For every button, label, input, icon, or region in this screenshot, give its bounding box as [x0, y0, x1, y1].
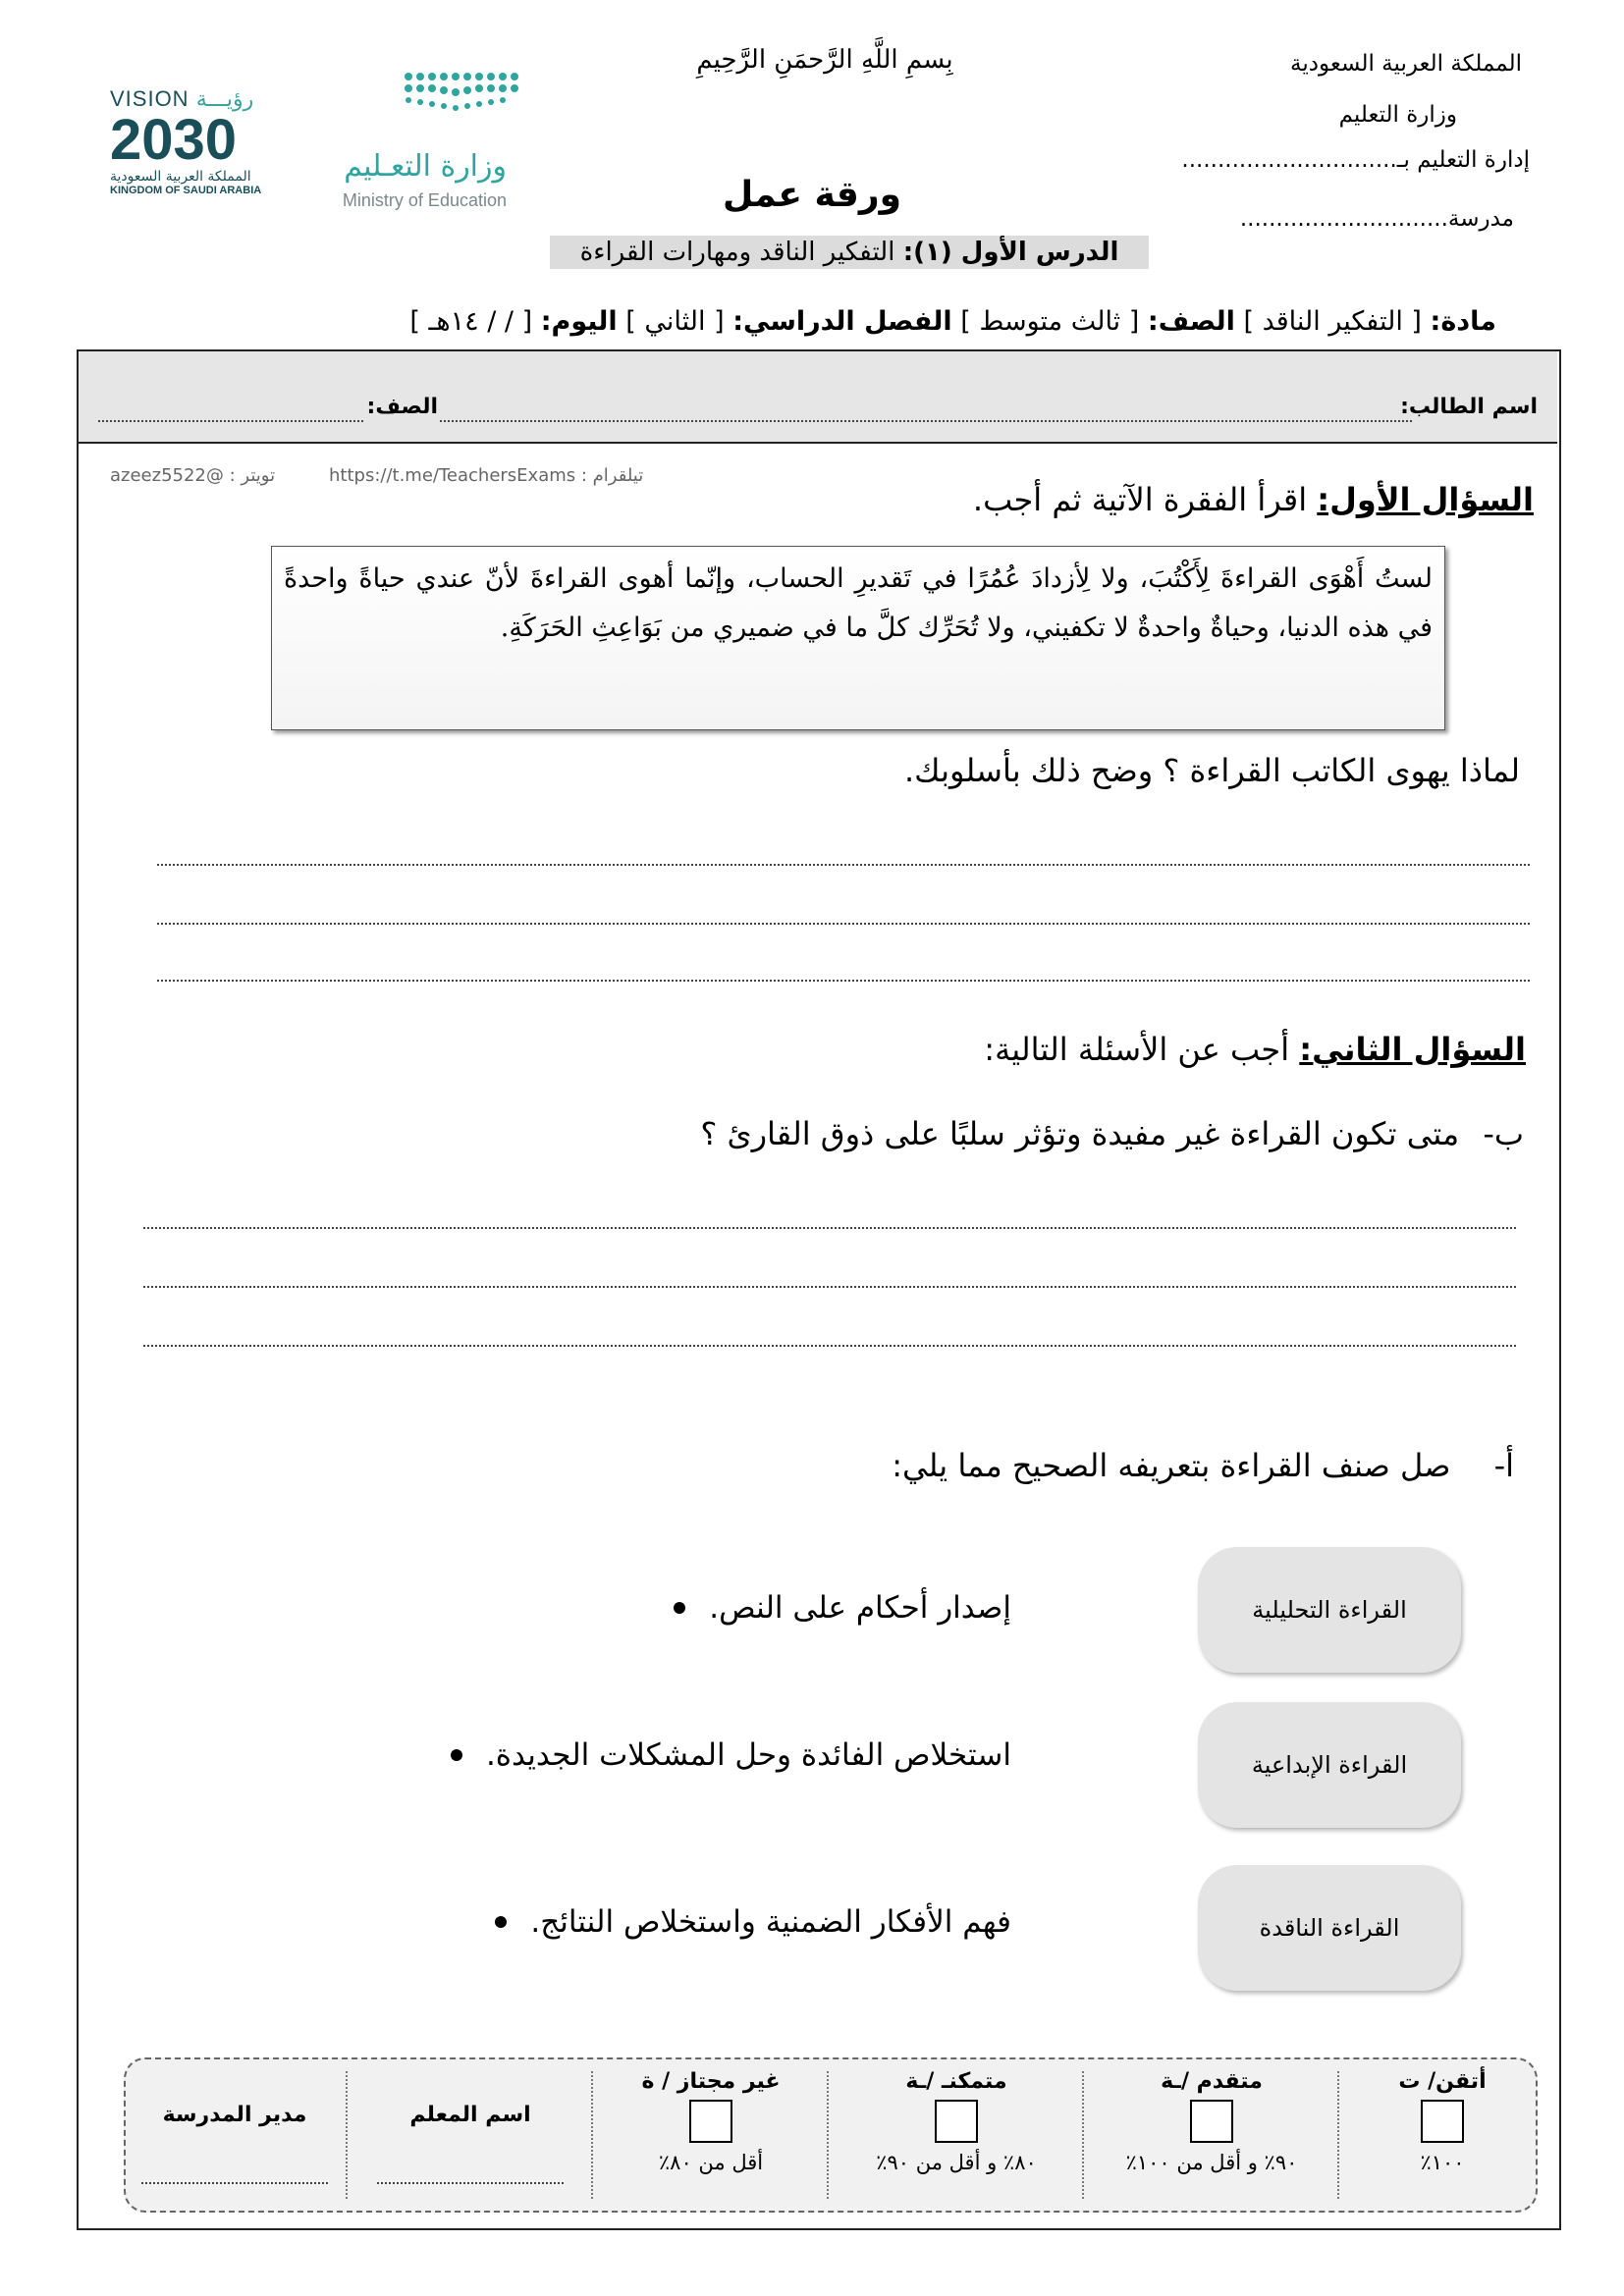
level-range: ٨٠٪ و أقل من ٩٠٪	[876, 2151, 1037, 2174]
level-range: ١٠٠٪	[1420, 2151, 1465, 2174]
level-label: متمكنـ /ـة	[905, 2069, 1007, 2094]
q2-a-question: صل صنف القراءة بتعريفه الصحيح مما يلي:	[892, 1447, 1451, 1484]
telegram-watermark: تيلقرام : https://t.me/TeachersExams	[329, 465, 644, 486]
q2-a-question-row	[892, 1447, 1514, 1484]
principal-cell	[132, 2069, 338, 2201]
header-ministry-block	[1231, 47, 1526, 132]
definition-item-3[interactable]	[495, 1904, 1011, 1940]
level-label: أتقن/ ت	[1398, 2069, 1487, 2094]
q1-answer-line-3[interactable]	[157, 980, 1530, 982]
class-label: الصف:	[366, 395, 438, 419]
level-range: أقل من ٨٠٪	[658, 2151, 764, 2174]
level-advanced	[1094, 2069, 1329, 2201]
roya-word: رؤيـــة	[195, 86, 254, 111]
level-mastered	[1349, 2069, 1536, 2201]
definition-item-1[interactable]	[674, 1590, 1011, 1626]
grade-label: الصف:	[1147, 306, 1235, 337]
q2-heading	[984, 1031, 1526, 1068]
q2-a-marker: أ-	[1493, 1447, 1514, 1484]
definition-text-2: استخلاص الفائدة وحل المشكلات الجديدة.	[485, 1737, 1011, 1773]
level-checkbox[interactable]	[689, 2100, 732, 2143]
principal-label: مدير المدرسة	[162, 2103, 307, 2127]
grade-value: [ ثالث متوسط ]	[960, 306, 1140, 337]
level-label: غير مجتاز / ة	[641, 2069, 781, 2094]
teacher-label: اسم المعلم	[409, 2103, 531, 2127]
term-label: الفصل الدراسي:	[732, 306, 952, 337]
ministry-label: وزارة التعليم	[1338, 102, 1457, 128]
level-checkbox[interactable]	[935, 2100, 978, 2143]
principal-signature-field[interactable]	[141, 2182, 328, 2184]
teacher-signature-field[interactable]	[377, 2182, 564, 2184]
twitter-watermark: تويتر : @azeez5522	[110, 465, 276, 486]
lesson-title: التفكير الناقد ومهارات القراءة	[579, 238, 895, 267]
vision-kingdom-ar: المملكة العربية السعودية	[110, 169, 251, 185]
footer-divider	[346, 2071, 348, 2199]
teacher-cell	[357, 2069, 583, 2201]
bullet-icon	[674, 1602, 685, 1614]
day-label: اليوم:	[540, 306, 618, 337]
meta-line	[409, 306, 1496, 337]
q2-b-answer-line-3[interactable]	[143, 1345, 1516, 1347]
definition-text-1: إصدار أحكام على النص.	[709, 1590, 1011, 1626]
bullet-icon	[451, 1749, 462, 1761]
q2-b-question-row	[700, 1115, 1524, 1152]
q2-b-marker: ب-	[1483, 1115, 1524, 1152]
q1-label: السؤال الأول:	[1317, 481, 1534, 518]
term-value: [ الثاني ]	[625, 306, 725, 337]
level-checkbox[interactable]	[1421, 2100, 1464, 2143]
q1-question: لماذا يهوى الكاتب القراءة ؟ وضح ذلك بأسلوبك.	[903, 752, 1520, 789]
footer-divider	[1337, 2071, 1339, 2199]
level-not-passed	[603, 2069, 819, 2201]
page-title: ورقة عمل	[723, 175, 901, 215]
definition-item-2[interactable]	[451, 1737, 1011, 1773]
level-label: متقدم /ـة	[1161, 2069, 1263, 2094]
q2-b-answer-line-1[interactable]	[143, 1227, 1516, 1229]
q1-heading	[973, 481, 1534, 518]
q1-answer-line-2[interactable]	[157, 923, 1530, 925]
footer-divider	[827, 2071, 829, 2199]
assessment-footer	[124, 2057, 1538, 2213]
reading-type-analytical[interactable]: القراءة التحليلية	[1198, 1547, 1461, 1673]
moe-name-en: Ministry of Education	[342, 190, 507, 210]
level-range: ٩٠٪ و أقل من ١٠٠٪	[1125, 2151, 1298, 2174]
vision-word: VISION	[110, 86, 189, 111]
vision-year: 2030	[110, 108, 238, 172]
vision-2030-logo	[110, 86, 306, 214]
subject-label: مادة:	[1430, 306, 1496, 337]
q1-answer-line-1[interactable]	[157, 864, 1530, 866]
moe-name-ar: وزارة التعـليم	[344, 149, 507, 184]
definition-text-3: فهم الأفكار الضمنية واستخلاص النتائج.	[530, 1904, 1011, 1940]
moe-logo	[304, 69, 507, 216]
moe-dots-icon	[399, 69, 595, 128]
kingdom-label: المملكة العربية السعودية	[1290, 51, 1522, 77]
q2-instruction: أجب عن الأسئلة التالية:	[984, 1031, 1290, 1068]
lesson-heading	[550, 236, 1149, 269]
q1-instruction: اقرأ الفقرة الآتية ثم أجب.	[972, 481, 1308, 518]
q2-b-question: متى تكون القراءة غير مفيدة وتؤثر سلبًا على ذوق القارئ ؟	[700, 1115, 1460, 1152]
q2-label: السؤال الثاني:	[1299, 1031, 1526, 1068]
lesson-label: الدرس الأول (١):	[902, 238, 1119, 267]
basmala: بِسمِ اللَّهِ الرَّحمَنِ الرَّحِيمِ	[696, 45, 953, 75]
reading-type-creative[interactable]: القراءة الإبداعية	[1198, 1702, 1461, 1828]
student-name-label: اسم الطالب:	[1400, 395, 1538, 419]
bullet-icon	[495, 1916, 507, 1928]
q2-b-answer-line-2[interactable]	[143, 1286, 1516, 1288]
class-field[interactable]	[98, 420, 363, 422]
day-value: [ / / ١٤هـ ]	[409, 306, 533, 337]
student-name-bar	[79, 351, 1557, 444]
q1-passage: لستُ أَهْوَى القراءةَ لِأَكْتُبَ، ولا لِأزدادَ عُمُرًا في تَقديرِ الحساب، وإنّما أهوى القراءةَ لأنّ عندي حياةً واحدةً في هذه الدنيا، وحياةٌ واحدةٌ لا تكفيني، ولا تُحَرِّك كلَّ ما في ضميري من بَوَاعِثِ الحَرَكَةِ.	[271, 546, 1445, 730]
admin-line: إدارة التعليم بـ..............................	[1181, 147, 1530, 173]
reading-type-critical[interactable]: القراءة الناقدة	[1198, 1865, 1461, 1991]
footer-divider	[1082, 2071, 1084, 2199]
school-line: مدرسة.............................	[1239, 206, 1514, 232]
footer-divider	[591, 2071, 593, 2199]
student-name-field[interactable]	[440, 420, 1412, 422]
vision-kingdom-en: KINGDOM OF SAUDI ARABIA	[110, 185, 262, 196]
level-proficient	[839, 2069, 1074, 2201]
level-checkbox[interactable]	[1190, 2100, 1233, 2143]
subject-value: [ التفكير الناقد ]	[1243, 306, 1422, 337]
